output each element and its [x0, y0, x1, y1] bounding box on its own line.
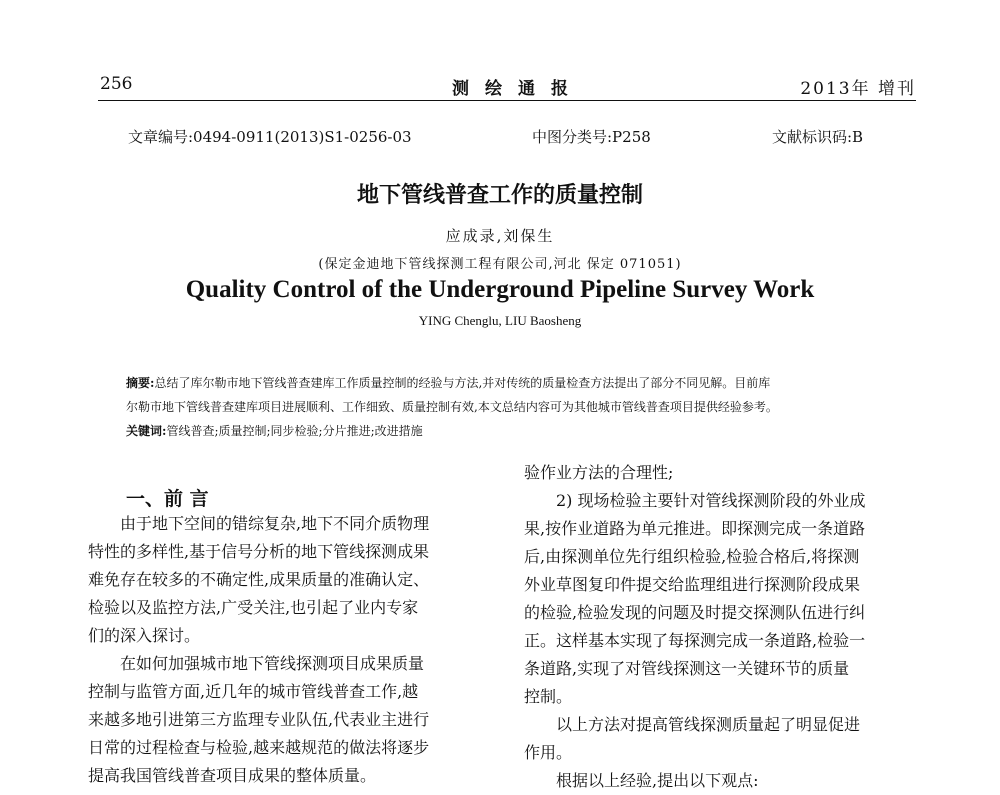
section-heading-introduction: 一、前 言: [126, 488, 209, 510]
journal-name: 测绘通报: [452, 79, 584, 99]
abstract-text-1: 总结了库尔勒市地下管线普查建库工作质量控制的经验与方法,并对传统的质量检查方法提出了部分不同见解。目前库: [154, 376, 771, 390]
title-english: Quality Control of the Underground Pipeline Survey Work: [185, 276, 815, 303]
article-number: 文章编号:0494-0911(2013)S1-0256-03: [128, 128, 412, 146]
document-code: 文献标识码:B: [772, 128, 864, 146]
body-line: 提高我国管线普查项目成果的整体质量。: [88, 766, 377, 785]
abstract-label: 摘要:: [126, 376, 155, 390]
page-number: 256: [100, 74, 133, 94]
authors-english: YING Chenglu, LIU Baosheng: [418, 313, 582, 328]
body-line: 难免存在较多的不确定性,成果质量的准确认定、: [88, 570, 430, 589]
body-line: 条道路,实现了对管线探测这一关键环节的质量: [524, 659, 850, 678]
body-line: 由于地下空间的错综复杂,地下不同介质物理: [120, 514, 430, 533]
body-line: 来越多地引进第三方监理专业队伍,代表业主进行: [88, 710, 430, 729]
body-line: 以上方法对提高管线探测质量起了明显促进: [556, 715, 861, 734]
body-line: 后,由探测单位先行组织检验,检验合格后,将探测: [524, 547, 860, 566]
right-column: [524, 459, 924, 795]
body-line: 日常的过程检查与检验,越来越规范的做法将逐步: [88, 738, 430, 757]
header-rule: [98, 100, 916, 101]
authors-chinese: 应成录,刘保生: [445, 227, 555, 245]
abstract-line-1: [126, 374, 770, 391]
body-line: 验作业方法的合理性;: [524, 463, 674, 482]
title-chinese: 地下管线普查工作的质量控制: [356, 182, 643, 208]
classification-number: 中图分类号:P258: [532, 128, 651, 146]
body-line: 果,按作业道路为单元推进。即探测完成一条道路: [524, 519, 866, 538]
left-column: [88, 510, 488, 790]
body-line: 控制。: [524, 687, 573, 706]
keywords-label: 关键词:: [126, 424, 167, 438]
body-line: 的检验,检验发现的问题及时提交探测队伍进行纠: [524, 603, 866, 622]
body-line: 们的深入探讨。: [88, 626, 201, 645]
body-line: 特性的多样性,基于信号分析的地下管线探测成果: [88, 542, 430, 561]
body-line: 检验以及监控方法,广受关注,也引起了业内专家: [88, 598, 419, 617]
body-line: 作用。: [524, 743, 573, 762]
keywords-text: 管线普查;质量控制;同步检验;分片推进;改进措施: [166, 424, 423, 438]
issue-label: 2013年 增刊: [800, 79, 916, 99]
keywords-line: [126, 422, 423, 439]
body-line: 在如何加强城市地下管线探测项目成果质量: [120, 654, 425, 673]
body-line: 外业草图复印件提交给监理组进行探测阶段成果: [524, 575, 861, 594]
body-line: 正。这样基本实现了每探测完成一条道路,检验一: [524, 631, 866, 650]
body-line: 控制与监管方面,近几年的城市管线普查工作,越: [88, 682, 419, 701]
body-line: 根据以上经验,提出以下观点:: [556, 771, 759, 790]
body-line: 2) 现场检验主要针对管线探测阶段的外业成: [556, 491, 866, 510]
affiliation-chinese: (保定金迪地下管线探测工程有限公司,河北 保定 071051): [318, 257, 682, 272]
abstract-line-2: 尔勒市地下管线普查建库项目进展顺利、工作细致、质量控制有效,本文总结内容可为其他城市管线普查项目提供经验参考。: [126, 400, 778, 414]
